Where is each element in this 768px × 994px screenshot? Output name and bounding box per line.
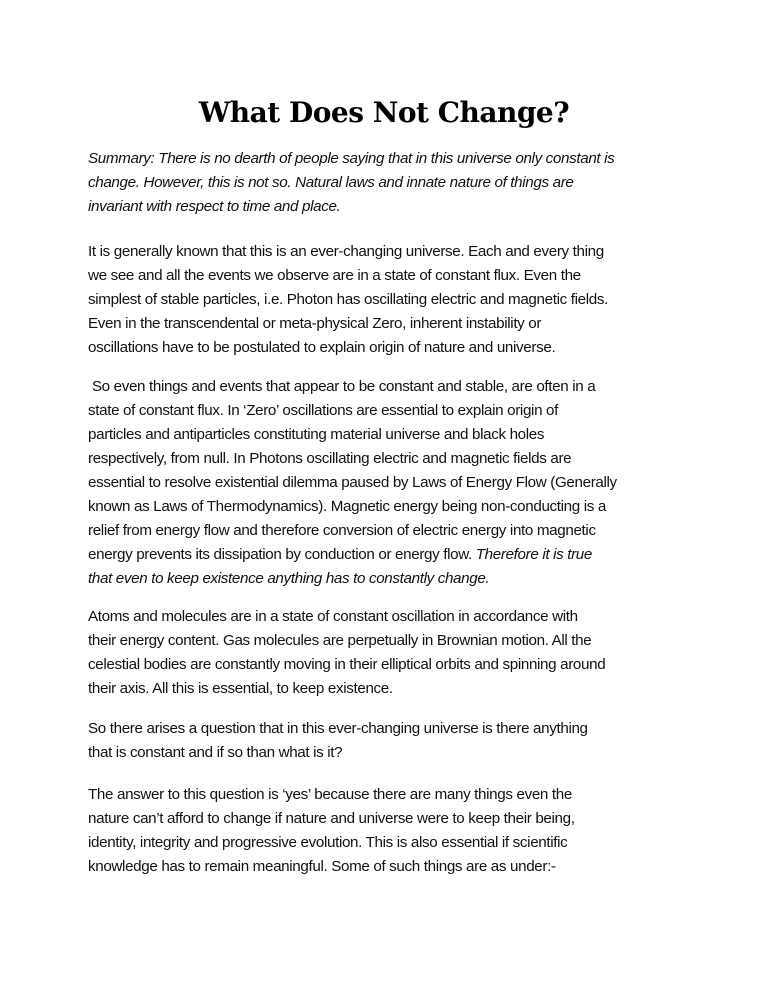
text-line: we see and all the events we observe are in a state of constant flux. Even the <box>88 267 581 284</box>
text-line: knowledge has to remain meaningful. Some of such things are as under:- <box>88 858 556 875</box>
text-segment: energy prevents its dissipation by conduction or energy flow. <box>88 546 476 563</box>
text-line: Even in the transcendental or meta-physical Zero, inherent instability or <box>88 315 542 332</box>
summary-paragraph <box>88 147 688 219</box>
text-line: relief from energy flow and therefore conversion of electric energy into magnetic <box>88 522 596 539</box>
text-line: change. However, this is not so. Natural laws and innate nature of things are <box>88 174 574 191</box>
body-paragraph-5 <box>88 783 688 879</box>
text-line: invariant with respect to time and place. <box>88 198 341 215</box>
text-line: Atoms and molecules are in a state of constant oscillation in accordance with <box>88 608 578 625</box>
text-line: identity, integrity and progressive evolution. This is also essential if scientific <box>88 834 568 851</box>
text-line: known as Laws of Thermodynamics). Magnetic energy being non-conducting is a <box>88 498 606 515</box>
body-paragraph-2 <box>88 375 688 591</box>
text-line: respectively, from null. In Photons oscillating electric and magnetic fields are <box>88 450 572 467</box>
text-line: state of constant flux. In ‘Zero’ oscillations are essential to explain origin of <box>88 402 559 419</box>
italic-conclusion: Therefore it is true <box>475 546 592 563</box>
document-title: What Does Not Change? <box>198 96 570 129</box>
text-line: their energy content. Gas molecules are perpetually in Brownian motion. All the <box>88 632 592 649</box>
text-line: So even things and events that appear to be constant and stable, are often in a <box>88 378 596 395</box>
body-paragraph-3 <box>88 605 688 701</box>
text-line: that is constant and if so than what is it? <box>88 744 343 761</box>
text-line: It is generally known that this is an ever-changing universe. Each and every thing <box>88 243 604 260</box>
text-line: oscillations have to be postulated to explain origin of nature and universe. <box>88 339 556 356</box>
text-line: Summary: There is no dearth of people saying that in this universe only constant is <box>88 150 615 167</box>
text-line: nature can’t afford to change if nature and universe were to keep their being, <box>88 810 575 827</box>
text-line: The answer to this question is ‘yes’ because there are many things even the <box>88 786 572 803</box>
text-line: So there arises a question that in this ever-changing universe is there anything <box>88 720 588 737</box>
text-line: particles and antiparticles constituting material universe and black holes <box>88 426 545 443</box>
text-line <box>88 543 688 567</box>
body-paragraph-4 <box>88 717 688 765</box>
italic-conclusion-line: that even to keep existence anything has to constantly change. <box>88 570 490 587</box>
text-line: celestial bodies are constantly moving in their elliptical orbits and spinning around <box>88 656 606 673</box>
text-line: simplest of stable particles, i.e. Photon has oscillating electric and magnetic fields. <box>88 291 608 308</box>
text-line: essential to resolve existential dilemma paused by Laws of Energy Flow (Generally <box>88 474 617 491</box>
body-paragraph-1 <box>88 240 688 360</box>
text-line: their axis. All this is essential, to keep existence. <box>88 680 393 697</box>
